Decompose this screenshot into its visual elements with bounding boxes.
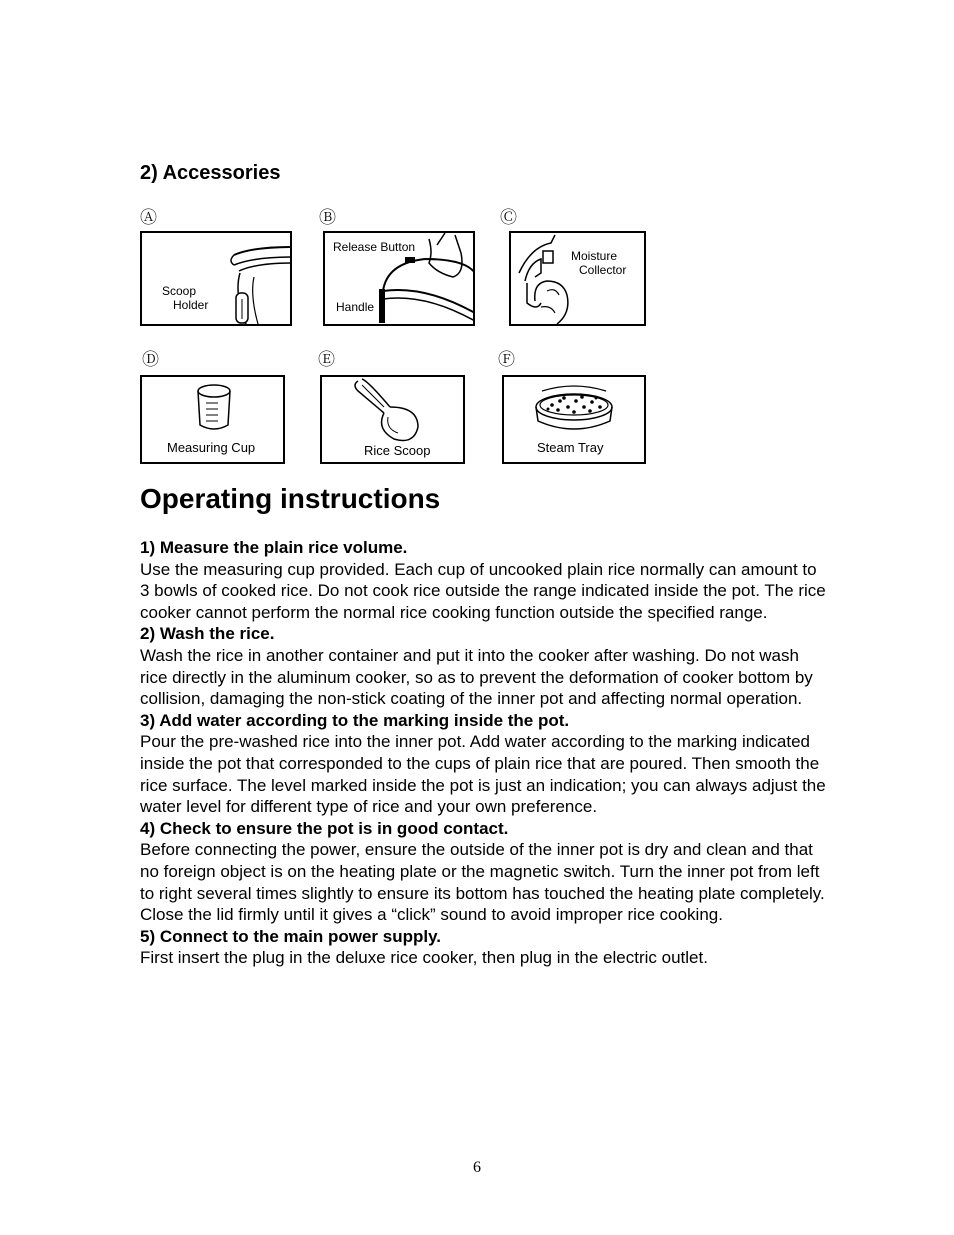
step-3-title: 3) Add water according to the marking inside the pot. <box>140 710 570 730</box>
accessory-e-label: Ⓔ <box>318 350 335 370</box>
instructions-body <box>140 537 830 969</box>
step-3-text: Pour the pre-washed rice into the inner pot. Add water according to the marking indicated inside the pot that corresponded to the cups of plain rice that are poured. Then smooth the rice surface. The level marked inside the pot is just an indication; you can always adjust the water level for different type of rice and your own preference. <box>140 732 826 817</box>
step-1-text: Use the measuring cup provided. Each cup of uncooked plain rice normally can amount to 3 bowls of cooked rice. Do not cook rice outside the range indicated inside the pot. The rice cooker cannot perform the normal rice cooking function outside the specified range. <box>140 559 826 622</box>
rice-scoop-text: Rice Scoop <box>364 443 431 458</box>
page-number: 6 <box>473 1159 481 1176</box>
accessory-c-label: Ⓒ <box>500 208 517 228</box>
step-1-title: 1) Measure the plain rice volume. <box>140 538 408 557</box>
accessory-d-measuring-cup <box>140 375 285 464</box>
accessory-c-moisture-collector <box>509 231 646 326</box>
accessory-d-label: Ⓓ <box>142 350 159 370</box>
step-2-text: Wash the rice in another container and put it into the cooker after washing. Do not wash rice directly in the aluminum cooker, so as to prevent the deformation of cooker bottom by collision, damaging the non-stick coating of the inner pot and affecting normal operation. <box>140 645 813 709</box>
accessory-a-label: Ⓐ <box>140 208 157 228</box>
moisture-collector-illustration <box>511 233 644 324</box>
accessories-heading: 2) Accessories <box>140 162 281 184</box>
accessory-b-release-button <box>323 231 475 326</box>
collector-text: Collector <box>579 263 627 277</box>
step-4-text: Before connecting the power, ensure the outside of the inner pot is dry and clean and that no foreign object is on the heating plate or the magnetic switch. Turn the inner pot from left to right several times slightly to ensure its bottom has touched the heating plate completely. <box>140 840 825 903</box>
measuring-cup-text: Measuring Cup <box>167 440 256 455</box>
operating-instructions-heading: Operating instructions <box>140 483 441 514</box>
scoop-holder-illustration <box>142 233 290 324</box>
step-2-title: 2) Wash the rice. <box>140 624 275 644</box>
release-button-text: Release Button <box>333 240 416 254</box>
step-5-text: First insert the plug in the deluxe rice cooker, then plug in the electric outlet. <box>140 948 708 968</box>
accessory-e-rice-scoop <box>320 375 465 464</box>
step-5-title: 5) Connect to the main power supply. <box>140 926 441 946</box>
steam-tray-text: Steam Tray <box>537 440 604 455</box>
scoop-holder-text-1: Scoop <box>162 284 197 298</box>
step-4-text-2: Close the lid firmly until it gives a “click” sound to avoid improper rice cooking. <box>140 905 723 925</box>
handle-text: Handle <box>336 300 375 314</box>
step-4-title: 4) Check to ensure the pot is in good contact. <box>140 818 509 838</box>
accessory-f-steam-tray <box>502 375 646 464</box>
scoop-holder-text-2: Holder <box>173 298 209 312</box>
moisture-text: Moisture <box>571 249 618 263</box>
accessory-a-scoop-holder <box>140 231 292 326</box>
accessory-f-label: Ⓕ <box>498 350 515 370</box>
accessory-b-label: Ⓑ <box>319 208 336 228</box>
